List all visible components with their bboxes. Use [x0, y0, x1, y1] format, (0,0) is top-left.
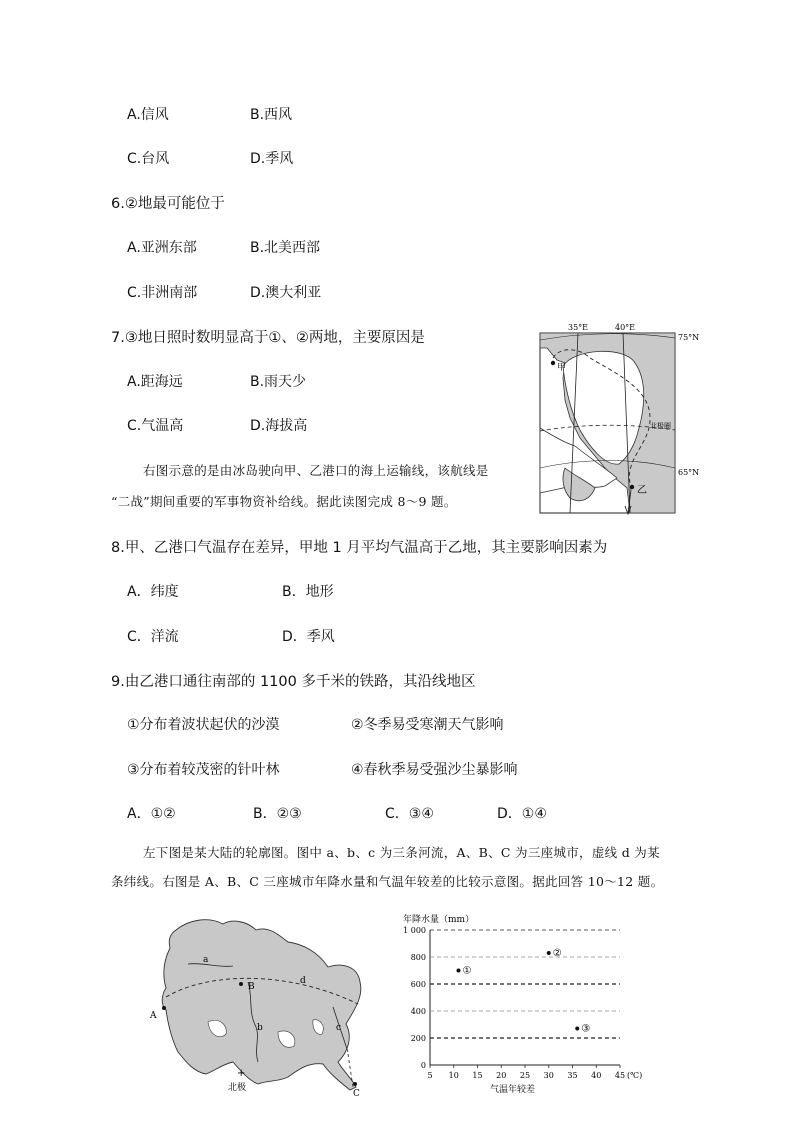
q7-option-c: C.气温高 — [127, 418, 184, 434]
chart-y-tick-label: 200 — [410, 1034, 426, 1043]
q6-stem: 6.②地最可能位于 — [111, 196, 225, 212]
label-a-river: a — [203, 955, 209, 965]
chart-y-tick-label: 0 — [420, 1061, 426, 1070]
label-city-a: A — [150, 1011, 157, 1021]
lat-label-75: 75°N — [678, 333, 700, 342]
q8-option-a: A．纬度 — [127, 584, 179, 600]
continent-outline — [162, 920, 361, 1090]
shipping-route-map — [535, 318, 710, 523]
q5-option-b: B.西风 — [250, 107, 293, 123]
q9-statement-4: ④春秋季易受强沙尘暴影响 — [351, 762, 518, 778]
pole-label: 北极 — [228, 1083, 247, 1093]
chart-x-tick-label: 15 — [472, 1071, 483, 1080]
continent-map — [148, 912, 373, 1097]
precipitation-range-chart — [395, 908, 655, 1098]
chart-x-unit: (℃) — [627, 1071, 643, 1080]
q7-option-d: D.海拔高 — [250, 418, 308, 434]
chart-xlabel: 气温年较差 — [490, 1085, 536, 1095]
q6-option-b: B.北美西部 — [250, 240, 321, 256]
chart-point-label-2: ② — [552, 947, 562, 959]
q6-option-c: C.非洲南部 — [127, 285, 198, 301]
chart-x-tick-label: 25 — [519, 1071, 531, 1080]
chart-x-tick-label: 10 — [448, 1071, 459, 1080]
lon-label-40: 40°E — [615, 323, 636, 332]
lon-label-35: 35°E — [568, 323, 589, 332]
q9-option-d: D．①④ — [497, 806, 547, 822]
chart-x-tick-label: 40 — [591, 1071, 602, 1080]
intro1-line1: 右图示意的是由冰岛驶向甲、乙港口的海上运输线，该航线是 — [143, 463, 489, 478]
label-city-b: B — [248, 982, 255, 992]
q6-option-d: D.澳大利亚 — [250, 285, 322, 301]
q9-statement-3: ③分布着较茂密的针叶林 — [127, 762, 280, 778]
q5-option-c: C.台风 — [127, 151, 170, 167]
q9-option-a: A．①② — [127, 806, 176, 822]
chart-point-label-1: ① — [462, 965, 472, 977]
chart-x-tick-label: 35 — [567, 1071, 578, 1080]
label-c-river: c — [336, 1023, 342, 1033]
q8-option-b: B．地形 — [282, 584, 334, 600]
q9-statement-2: ②冬季易受寒潮天气影响 — [351, 717, 504, 733]
label-b-river: b — [257, 1023, 263, 1033]
city-b-dot — [239, 982, 243, 986]
q8-option-c: C．洋流 — [127, 629, 179, 645]
q7-option-b: B.雨天少 — [250, 374, 307, 390]
chart-y-tick-label: 800 — [410, 953, 426, 962]
q6-option-a: A.亚洲东部 — [127, 240, 197, 256]
q9-statement-1: ①分布着波状起伏的沙漠 — [127, 717, 280, 733]
q8-option-d: D．季风 — [282, 629, 335, 645]
intro2-line2: 条纬线。右图是 A、B、C 三座城市年降水量和气温年较差的比较示意图。据此回答 10～12 题。 — [111, 874, 664, 889]
lat-label-65: 65°N — [678, 468, 700, 477]
chart-ylabel: 年降水量（mm） — [403, 915, 475, 925]
chart-y-tick-label: 600 — [410, 980, 426, 989]
chart-y-tick-label: 1 000 — [403, 926, 426, 935]
intro1-line2: “二战”期间重要的军事物资补给线。据此读图完成 8～9 题。 — [111, 494, 457, 509]
chart-x-tick-label: 5 — [427, 1071, 433, 1080]
chart-x-tick-label: 30 — [543, 1071, 554, 1080]
chart-point-3 — [575, 1027, 579, 1031]
label-d-latitude: d — [300, 976, 306, 986]
intro2-line1: 左下图是某大陆的轮廓图。图中 a、b、c 为三条河流，A、B、C 为三座城市，虚线 d 为某 — [143, 845, 660, 860]
city-c-dot — [353, 1082, 357, 1086]
port-a-dot — [551, 361, 555, 365]
q8-stem: 8.甲、乙港口气温存在差异，甲地 1 月平均气温高于乙地，其主要影响因素为 — [111, 540, 608, 556]
chart-x-tick-label: 20 — [496, 1071, 507, 1080]
port-b-label: 乙 — [637, 485, 647, 496]
q9-option-b: B．②③ — [253, 806, 302, 822]
q9-option-c: C．③④ — [385, 806, 434, 822]
q7-option-a: A.距海远 — [127, 374, 183, 390]
chart-point-1 — [457, 969, 461, 973]
chart-point-2 — [547, 951, 551, 955]
q5-option-d: D.季风 — [250, 151, 294, 167]
port-b-dot — [630, 485, 634, 489]
arctic-circle-label: 北极圈 — [650, 422, 671, 430]
pole-marker: + — [237, 1068, 246, 1079]
port-a-label: 甲 — [557, 363, 567, 373]
q7-stem: 7.③地日照时数明显高于①、②两地，主要原因是 — [111, 330, 425, 346]
chart-y-tick-label: 400 — [410, 1007, 426, 1016]
chart-point-label-3: ③ — [581, 1023, 591, 1035]
chart-x-tick-label: 45 — [614, 1071, 626, 1080]
q5-option-a: A.信风 — [127, 107, 169, 123]
label-city-c: C — [353, 1089, 360, 1097]
city-a-dot — [162, 1006, 166, 1010]
q9-stem: 9.由乙港口通往南部的 1100 多千米的铁路，其沿线地区 — [111, 674, 476, 690]
